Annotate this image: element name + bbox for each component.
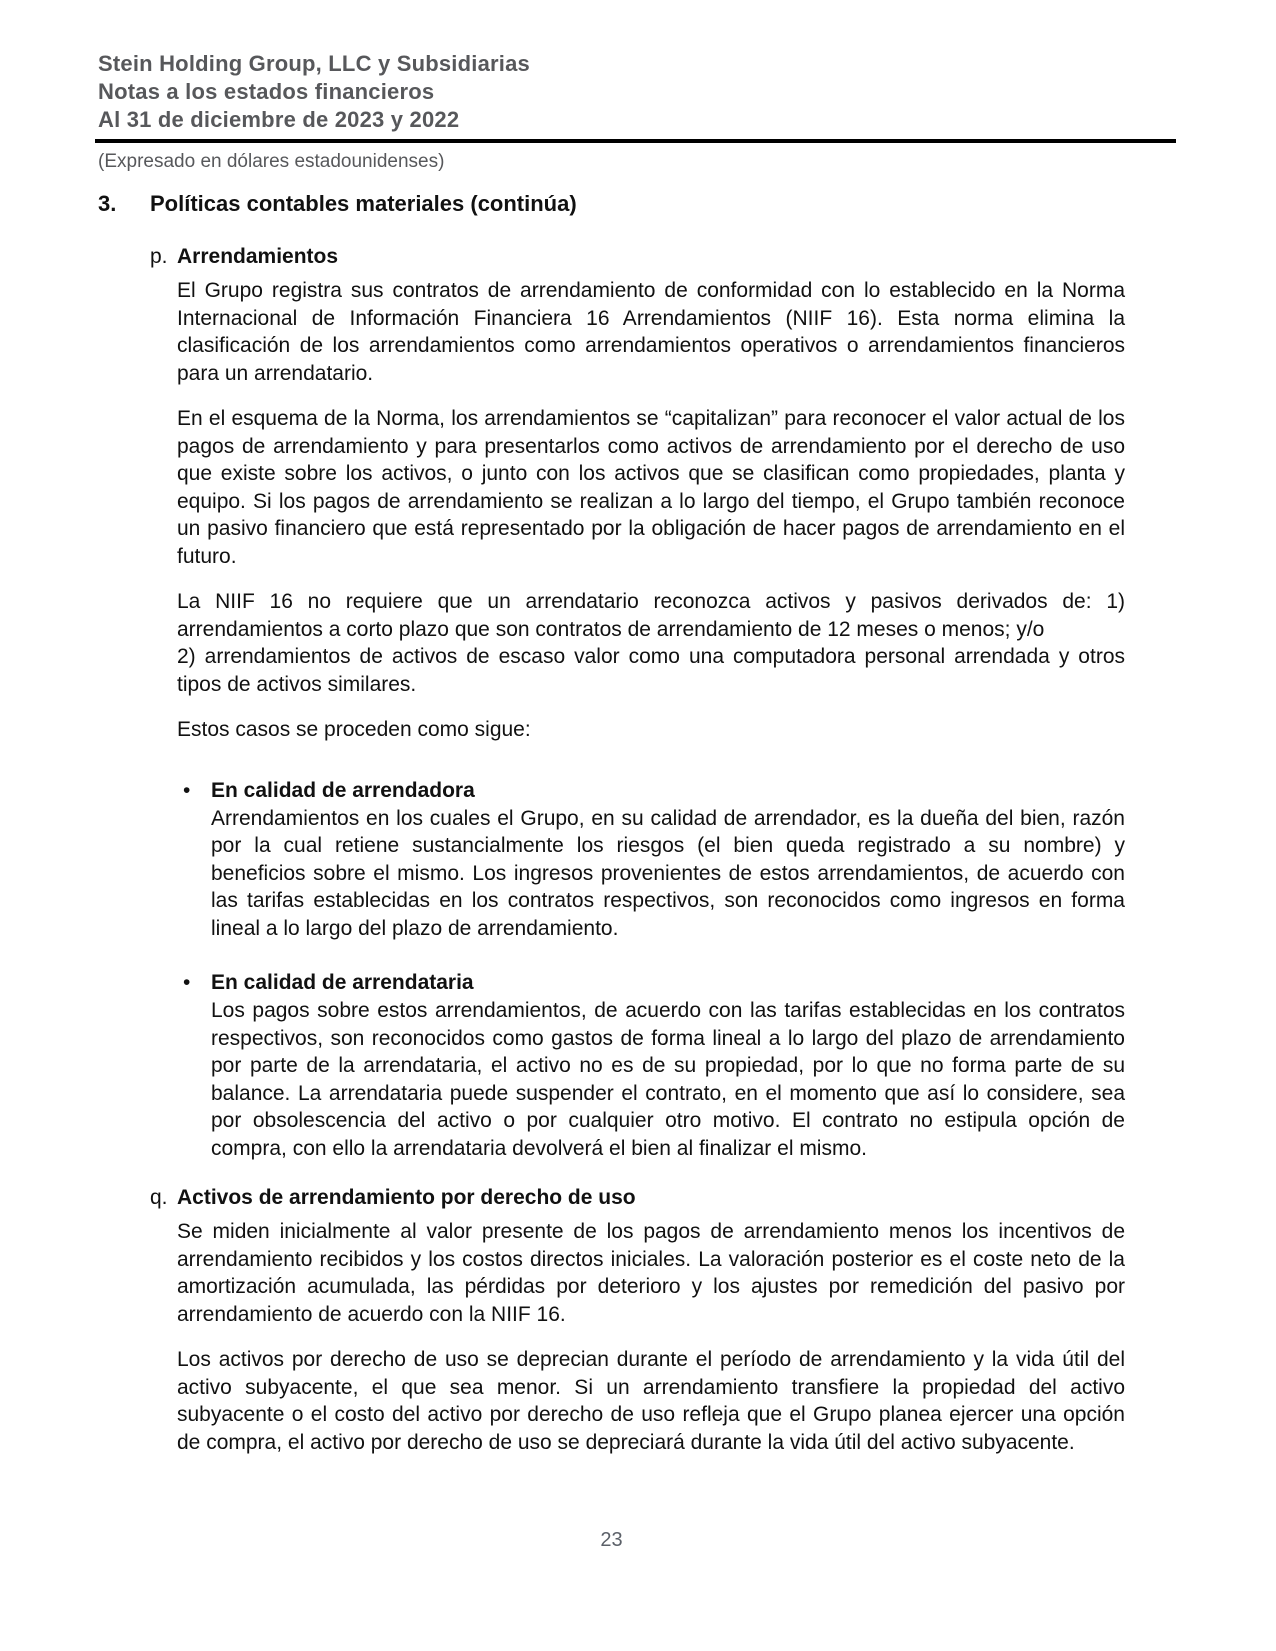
document-title: Notas a los estados financieros [98, 79, 435, 104]
item-q-activos-derecho-uso [150, 1184, 1125, 1456]
bullet-title: En calidad de arrendataria [211, 971, 474, 994]
paragraph: Los activos por derecho de uso se deprecian durante el período de arrendamiento y la vida útil del activo subyacente, el que sea menor. Si un arrendamiento transfiere la propiedad del activo subyacente o el costo del activo por derecho de uso refleja que el Grupo planea ejercer una opción de compra, el activo por derecho de uso se depreciará durante la vida útil del activo subyacente. [177, 1348, 1125, 1454]
bullet-body [211, 969, 1125, 1162]
item-title: Arrendamientos [177, 245, 339, 268]
company-name: Stein Holding Group, LLC y Subsidiarias [98, 51, 530, 76]
header-rule [95, 139, 1176, 143]
bullet-icon: • [183, 971, 191, 994]
section-number: 3. [98, 191, 117, 216]
bullet-item-arrendadora [183, 777, 1125, 943]
item-letter: p. [150, 245, 168, 268]
item-title: Activos de arrendamiento por derecho de uso [177, 1186, 636, 1209]
paragraph-line: La NIIF 16 no requiere que un arrendatario reconozca activos y pasivos derivados de: 1) arrendamientos a corto plazo que son contratos de arrendamiento de 12 meses o menos; y/o [177, 590, 1125, 641]
currency-note: (Expresado en dólares estadounidenses) [98, 151, 445, 172]
paragraph: El Grupo registra sus contratos de arrendamiento de conformidad con lo establecido en la Norma Internacional de Información Financiera 16 Arrendamientos (NIIF 16). Esta norma elimina la clasificación de los arrendamientos como arrendamientos operativos o arrendamientos financieros para un arrendatario. [177, 279, 1125, 385]
item-p-arrendamientos [150, 243, 1125, 1162]
section-title: Políticas contables materiales (continúa) [150, 191, 577, 216]
paragraph: Estos casos se proceden como sigue: [177, 718, 531, 741]
page-number: 23 [600, 1529, 623, 1551]
paragraph-line: 2) arrendamientos de activos de escaso valor como una computadora personal arrendada y otros tipos de activos similares. [177, 645, 1125, 696]
bullet-body [211, 777, 1125, 943]
paragraph: Se miden inicialmente al valor presente de los pagos de arrendamiento menos los incentivos de arrendamiento recibidos y los costos directos iniciales. La valoración posterior es el coste neto de la amortización acumulada, las pérdidas por deterioro y los ajustes por remedición del pasivo por arrendamiento de acuerdo con la NIIF 16. [177, 1220, 1125, 1326]
paragraph: En el esquema de la Norma, los arrendamientos se “capitalizan” para reconocer el valor actual de los pagos de arrendamiento y para presentarlos como activos de arrendamiento por el derecho de uso que existe sobre los activos, o junto con los activos que se clasifican como propiedades, planta y equipo. Si los pagos de arrendamiento se realizan a lo largo del tiempo, el Grupo también reconoce un pasivo financiero que está representado por la obligación de hacer pagos de arrendamiento en el futuro. [177, 407, 1125, 568]
bullet-item-arrendataria [183, 969, 1125, 1162]
paragraph [177, 588, 1125, 698]
paragraph: Los pagos sobre estos arrendamientos, de acuerdo con las tarifas establecidas en los contratos respectivos, son reconocidos como gastos de forma lineal a lo largo del plazo de arrendamiento por parte de la arrendataria, el activo no es de su propiedad, por lo que no forma parte de su balance. La arrendataria puede suspender el contrato, en el momento que así lo considere, sea por obsolescencia del activo o por cualquier otro motivo. El contrato no estipula opción de compra, con ello la arrendataria devolverá el bien al finalizar el mismo. [211, 999, 1125, 1160]
bullet-icon: • [183, 778, 191, 802]
reporting-period: Al 31 de diciembre de 2023 y 2022 [98, 107, 460, 132]
item-body [177, 1184, 1125, 1456]
item-body [177, 243, 1125, 1162]
page-header [98, 50, 1125, 174]
item-letter: q. [150, 1186, 168, 1209]
bullet-title: En calidad de arrendadora [211, 778, 475, 802]
paragraph: Arrendamientos en los cuales el Grupo, en su calidad de arrendador, es la dueña del bien, razón por la cual retiene sustancialmente los riesgos (el bien queda registrado a su nombre) y beneficios sobre el mismo. Los ingresos provenientes de estos arrendamientos, de acuerdo con las tarifas establecidas en los contratos respectivos, son reconocidos como ingresos en forma lineal a lo largo del plazo de arrendamiento. [211, 806, 1125, 940]
section-heading [98, 190, 1125, 218]
